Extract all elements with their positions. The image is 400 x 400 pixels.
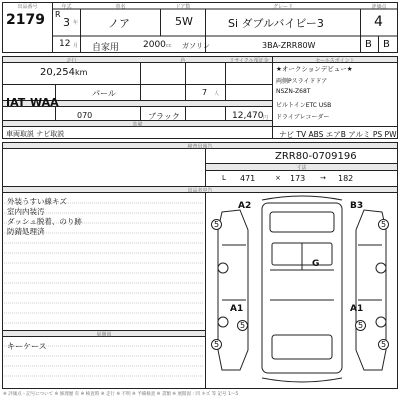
sales-point-0: ★オークションデビュー★ — [276, 65, 353, 73]
height-value: 182 — [338, 174, 354, 183]
tire-mark-spare-right: 5 — [378, 339, 389, 350]
inspector-note-3: 防錆処理済 — [7, 227, 45, 236]
tire-mark-rear-left: 5 — [237, 320, 248, 331]
equipment-list: ナビ TV ABS エアB アルミ PS PW — [279, 130, 397, 139]
doors-label: ドア数 — [175, 4, 191, 10]
grade-value: Si ダブルバイビー3 — [228, 17, 324, 30]
equipment-label: 装備 — [132, 122, 143, 128]
sales-point-2: NSZN-Z68T — [276, 88, 311, 95]
seats-value: 7 — [202, 88, 208, 97]
shift-type: IAT — [6, 96, 26, 109]
length-value: 471 — [240, 174, 256, 183]
model-code: 3BA-ZRR80W — [262, 41, 316, 50]
inspector-note-1: 室内内装汚 — [7, 207, 45, 216]
car-name: ノア — [108, 17, 130, 30]
color-name: パール — [92, 89, 116, 98]
color-code: 070 — [77, 111, 93, 120]
lot-number: 2179 — [6, 12, 45, 28]
seats-unit: 人 — [214, 91, 220, 97]
tire-mark-rear-right: 5 — [355, 320, 366, 331]
ac-value: WAA — [30, 96, 59, 109]
grade-label: グレード — [272, 4, 293, 10]
recycle-unit: 円 — [263, 115, 269, 121]
sales-point-4: ドライブレコーダー — [276, 114, 330, 121]
name-label: 車名 — [115, 4, 126, 10]
sales-point-1: 両側Pスライドドア — [276, 78, 328, 85]
chassis-number: ZRR80-0709196 — [275, 151, 357, 162]
month-value: 12 — [59, 39, 71, 49]
recycle-label: リサイクル預託金 — [229, 58, 269, 64]
diagram-label: 展開図 — [96, 332, 112, 338]
damage-mark-a1-left: A1 — [230, 304, 244, 314]
sales-point-label: セールスポイント — [315, 58, 355, 64]
footer-note: ※ 評価点・記号について ※ 修理歴 有 ※ 検査時 ※ 走行 ※ 不明 ※ 予備検査 ※ 書類 ※ 展開図 : 凹 キズ 等 記号 1〜5 — [3, 392, 239, 397]
score-label: 評価点 — [371, 4, 387, 10]
tire-mark-spare-left: 5 — [211, 339, 222, 350]
vehicle-note: 車両取説 ナビ取説 — [6, 130, 65, 138]
fuel-value: ガソリン — [182, 42, 210, 50]
inspector-note-2: ダッシュ脱着、のり跡 — [7, 217, 82, 226]
score-value: 4 — [374, 14, 383, 30]
usage-value: 自家用 — [92, 43, 120, 53]
exterior-grade: B — [365, 39, 372, 50]
tire-mark-front-left: 5 — [211, 219, 222, 230]
year-label: 年式 — [61, 4, 72, 10]
recycle-fee: 12,470 — [232, 111, 264, 121]
damage-mark-a2: A2 — [238, 201, 252, 211]
interior-grade: B — [383, 39, 390, 50]
damage-mark-g: G — [312, 259, 320, 269]
lot-label: 出品番号 — [17, 4, 38, 10]
inspector-note-0: 外装うすい線キズ — [7, 197, 67, 206]
mileage-unit: km — [75, 68, 88, 77]
interior-color: ブラック — [148, 112, 180, 121]
exhibitor-note: キーケース — [7, 342, 47, 351]
notes-header: 検査員報告 — [187, 144, 213, 150]
displacement-unit: cc — [166, 43, 172, 49]
width-value: 173 — [290, 174, 306, 183]
year-prefix: R — [55, 10, 61, 19]
car-body-outline — [262, 203, 342, 373]
height-sep: → — [320, 174, 326, 182]
displacement-value: 2000 — [143, 40, 166, 50]
damage-mark-a1-right: A1 — [350, 304, 364, 314]
width-sep: × — [275, 174, 281, 182]
tire-mark-front-right: 5 — [378, 219, 389, 230]
year-value: 3 — [63, 16, 70, 29]
damage-mark-b3: B3 — [350, 201, 364, 211]
dimensions-label: 寸法 — [296, 165, 307, 171]
length-sep: L — [222, 174, 226, 182]
exhibitor-header: 出品者申告 — [187, 188, 213, 194]
mileage-value: 20,254 — [40, 67, 75, 78]
mileage-label: 走行 — [66, 58, 77, 64]
year-unit: 年 — [73, 20, 79, 26]
doors-value: 5W — [175, 15, 193, 28]
color-label: 色 — [180, 58, 186, 64]
left-side-outline — [218, 210, 248, 370]
sales-point-3: ビルトインETC USB — [276, 102, 332, 109]
month-unit: 月 — [73, 43, 79, 49]
